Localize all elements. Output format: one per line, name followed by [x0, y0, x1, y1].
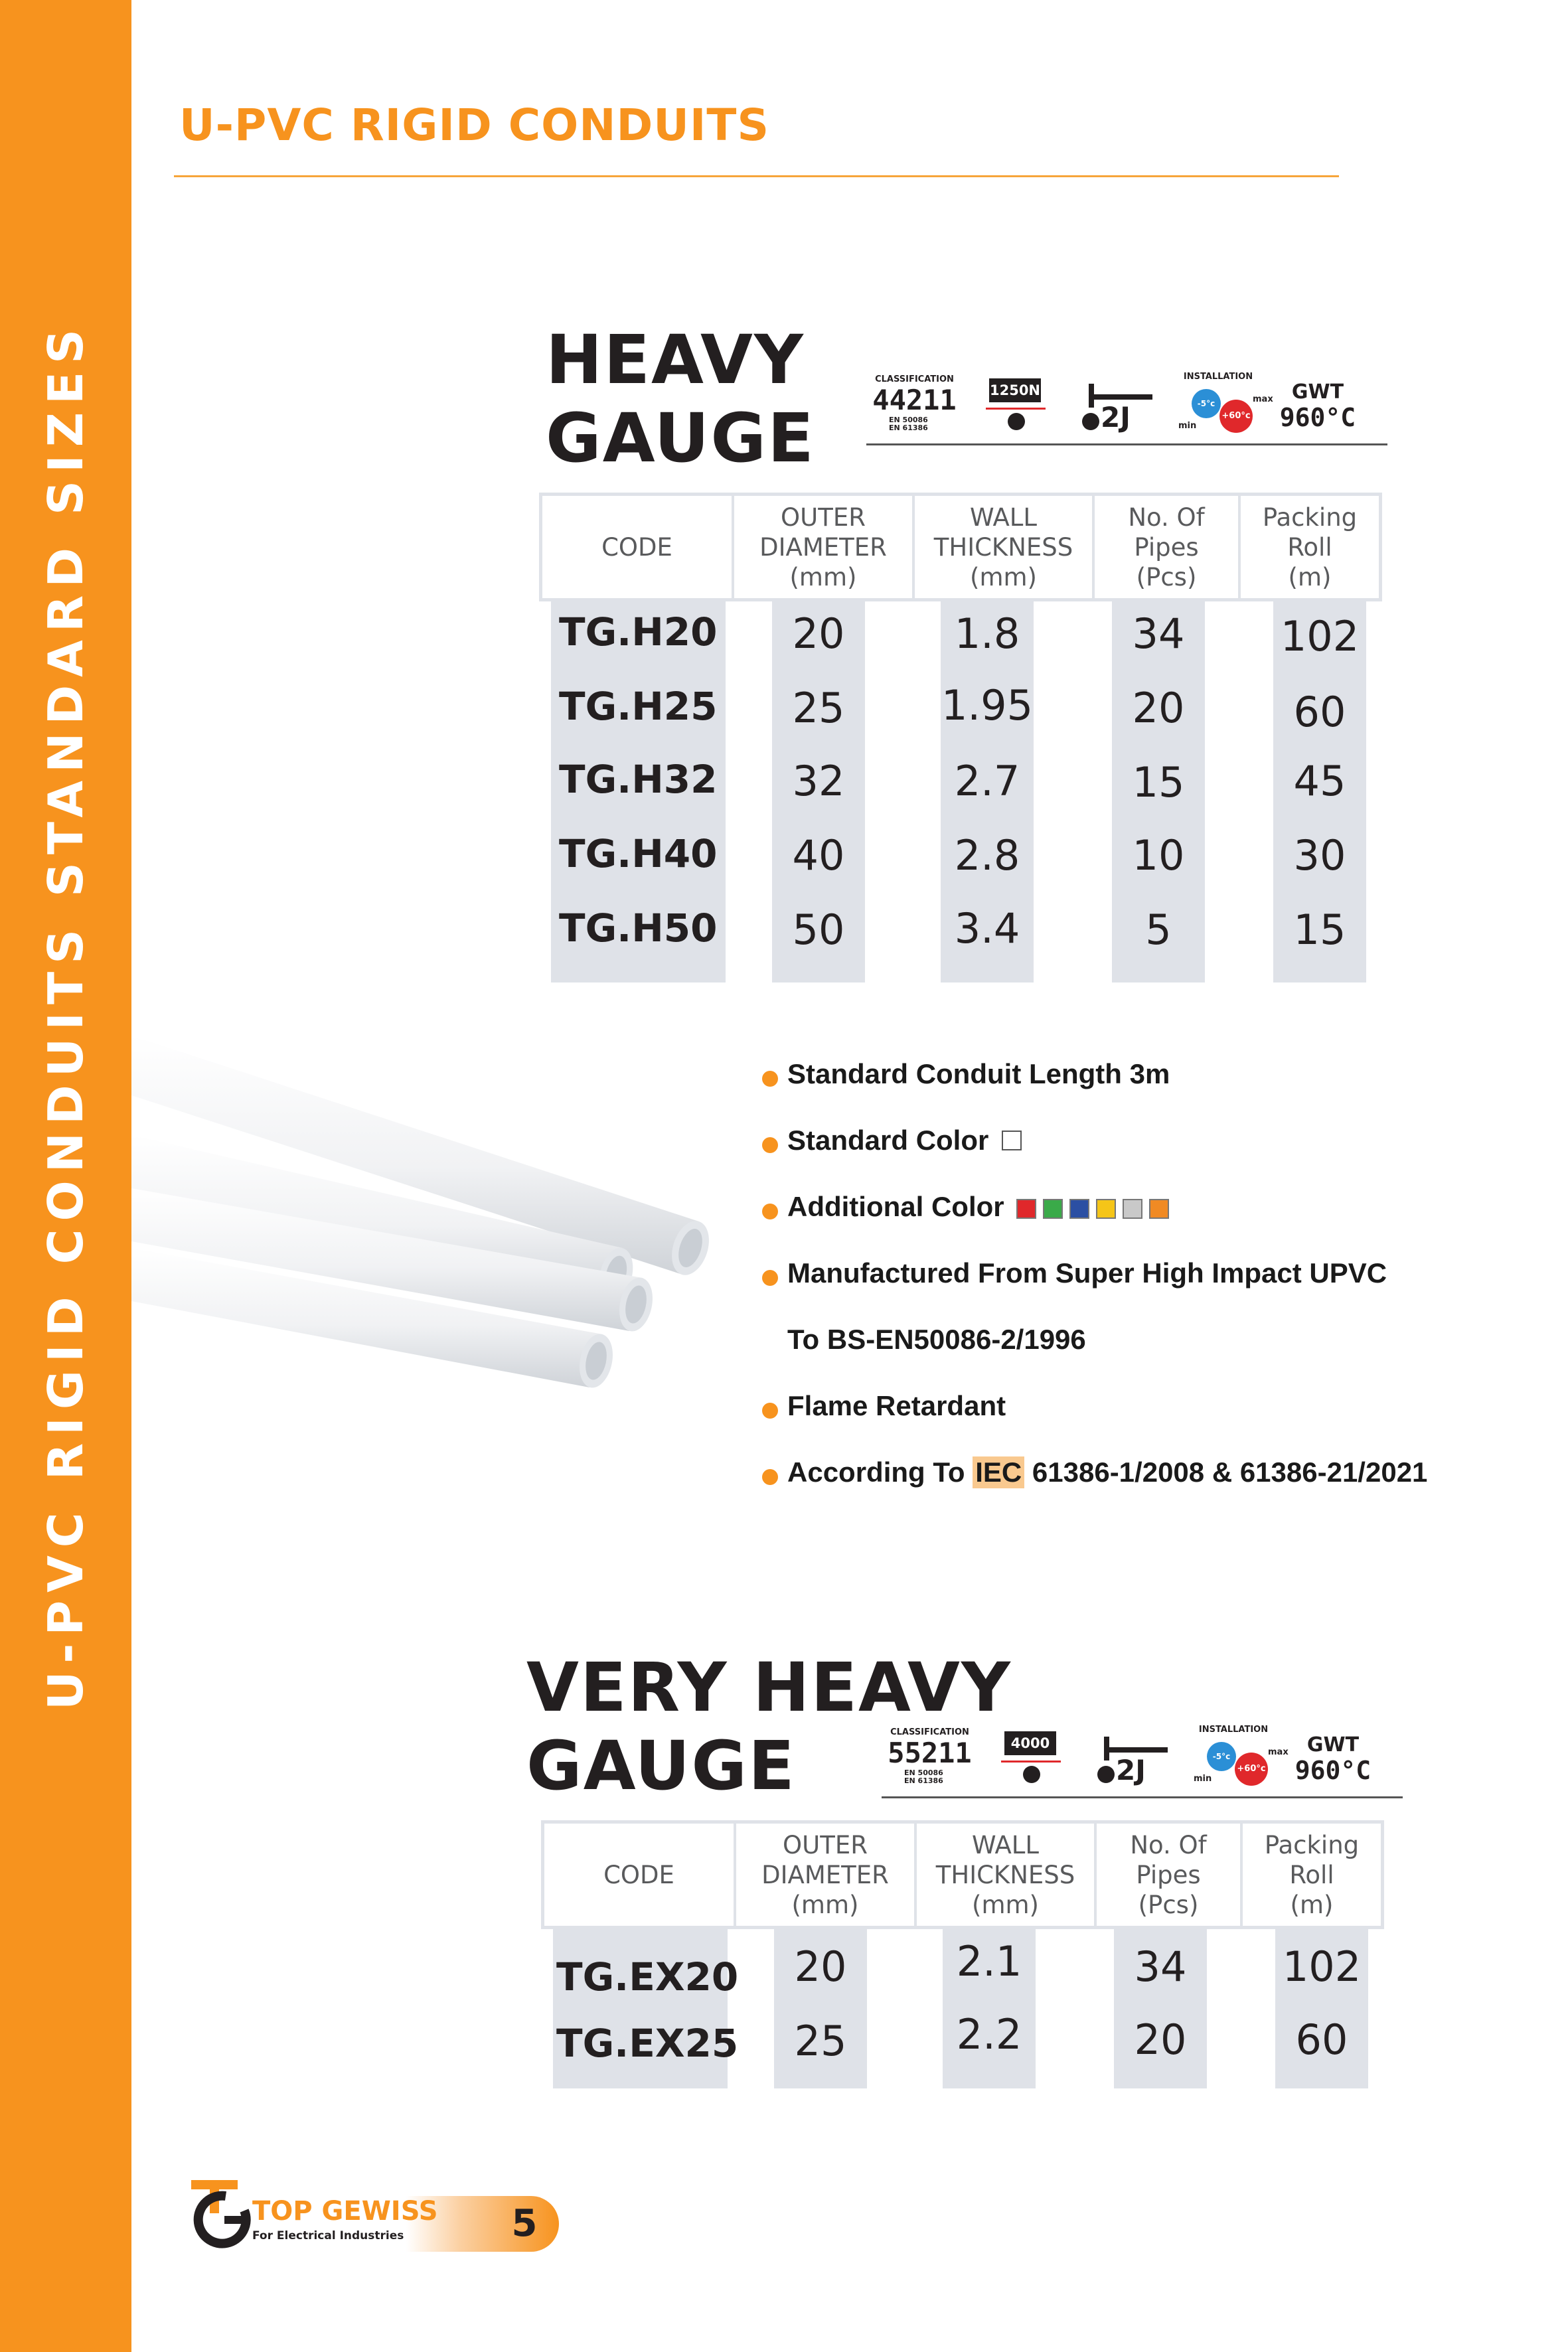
- feature-list: [762, 1041, 1526, 1506]
- list-item: According To IEC 61386-1/2008 & 61386-21/2021: [762, 1439, 1526, 1506]
- page-number: 5: [511, 2202, 538, 2245]
- color-swatches: [1010, 1191, 1169, 1223]
- very-heavy-title-line-2: GAUGE: [526, 1727, 796, 1806]
- color-swatch: [1069, 1199, 1089, 1219]
- heavy-title-line-1: HEAVY: [546, 321, 805, 400]
- color-swatch: [1096, 1199, 1116, 1219]
- impact-icon: 2J: [1082, 380, 1155, 439]
- installation-temperature-icon: INSTALLATION -5°c +60°c min max: [1194, 1725, 1280, 1791]
- bullet-dot-icon: [762, 1403, 778, 1419]
- header-wall-thickness: WALL THICKNESS (mm): [933, 503, 1073, 591]
- header-code: CODE: [603, 1860, 674, 1889]
- compression-load-icon: 1250N: [986, 378, 1046, 437]
- header-outer-diameter: OUTER DIAMETER (mm): [759, 503, 887, 591]
- list-item: Flame Retardant: [762, 1373, 1526, 1439]
- bullet-dot-icon: [762, 1270, 778, 1286]
- header-wall-thickness: WALL THICKNESS (mm): [935, 1830, 1075, 1919]
- list-item-continuation: To BS-EN50086-2/1996: [787, 1324, 1086, 1355]
- iec-highlight: IEC: [973, 1456, 1024, 1488]
- impact-icon: 2J: [1097, 1733, 1170, 1792]
- color-swatch: [1016, 1199, 1036, 1219]
- header-no-of-pipes: No. Of Pipes (Pcs): [1128, 503, 1205, 591]
- classification-badge: CLASSIFICATION 44211 EN 50086 EN 61386: [872, 374, 957, 432]
- bullet-dot-icon: [762, 1204, 778, 1219]
- glow-wire-test-icon: GWT 960°C: [1279, 380, 1356, 432]
- bullet-dot-icon: [762, 1469, 778, 1485]
- color-swatch: [1123, 1199, 1142, 1219]
- brand-logo-icon: [186, 2177, 259, 2250]
- list-item: Manufactured From Super High Impact UPVC: [762, 1240, 1526, 1306]
- header-packing-roll: Packing Roll (m): [1264, 1830, 1360, 1919]
- very-heavy-spec-icons: [882, 1722, 1403, 1798]
- classification-badge: CLASSIFICATION 55211 EN 50086 EN 61386: [888, 1727, 972, 1785]
- list-item: Standard Color: [762, 1107, 1526, 1174]
- list-item: Additional Color: [762, 1174, 1526, 1240]
- header-outer-diameter: OUTER DIAMETER (mm): [761, 1830, 889, 1919]
- side-bar: [0, 0, 131, 2352]
- brand-name: TOP GEWISS: [252, 2196, 438, 2227]
- title-divider: [174, 175, 1339, 177]
- heavy-title-line-2: GAUGE: [546, 399, 815, 478]
- very-heavy-table-header: [541, 1820, 1384, 1929]
- compression-load-icon: 4000: [1001, 1731, 1061, 1790]
- conduit-pipes-image: [131, 1022, 716, 1394]
- brand-tagline: For Electrical Industries: [252, 2229, 404, 2242]
- side-title: U-PVC RIGID CONDUITS STANDARD SIZES: [38, 321, 94, 1711]
- header-no-of-pipes: No. Of Pipes (Pcs): [1130, 1830, 1207, 1919]
- header-packing-roll: Packing Roll (m): [1262, 503, 1358, 591]
- color-swatch: [1149, 1199, 1169, 1219]
- header-code: CODE: [601, 532, 672, 562]
- list-item: Standard Conduit Length 3m: [762, 1041, 1526, 1107]
- page-title: U-PVC RIGID CONDUITS: [179, 100, 769, 151]
- very-heavy-title-line-1: VERY HEAVY: [526, 1648, 1012, 1727]
- glow-wire-test-icon: GWT 960°C: [1294, 1733, 1372, 1785]
- color-swatch: [1043, 1199, 1063, 1219]
- bullet-dot-icon: [762, 1137, 778, 1153]
- installation-temperature-icon: INSTALLATION -5°c +60°c min max: [1178, 372, 1265, 438]
- heavy-table-header: [539, 493, 1382, 601]
- white-swatch: [1002, 1131, 1022, 1150]
- heavy-spec-icons: [866, 369, 1387, 445]
- heavy-gauge-title: [546, 321, 815, 478]
- bullet-dot-icon: [762, 1071, 778, 1087]
- brand-logo: [179, 2177, 564, 2257]
